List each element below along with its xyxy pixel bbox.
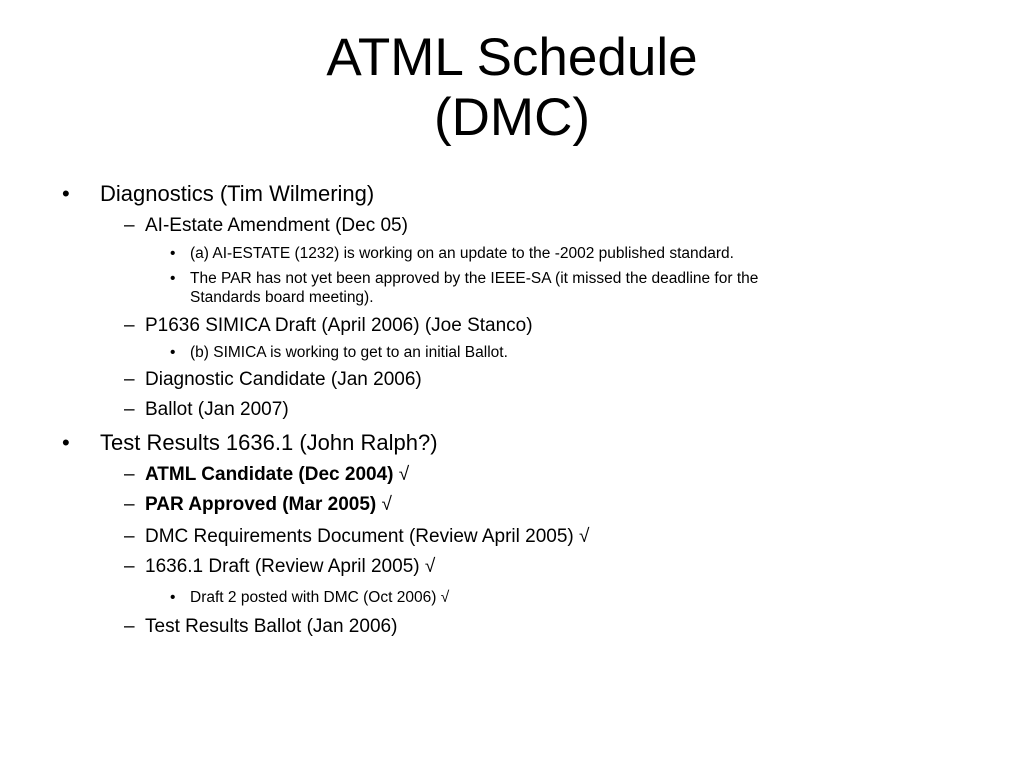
bullet-icon: • [170, 589, 176, 606]
dash-icon: – [124, 399, 135, 420]
check-icon: √ [381, 494, 392, 515]
slide-title-line-2: (DMC) [434, 88, 590, 147]
list-item-level-2: Test Results Ballot (Jan 2006) [145, 616, 398, 637]
list-item-level-2 [145, 463, 409, 487]
list-item-level-2: AI-Estate Amendment (Dec 05) [145, 215, 408, 236]
dash-icon: – [124, 494, 135, 515]
list-item-level-1: Test Results 1636.1 (John Ralph?) [100, 430, 438, 455]
bullet-icon: • [62, 181, 70, 206]
dash-icon: – [124, 215, 135, 236]
dash-icon: – [124, 369, 135, 390]
list-item-level-3: (b) SIMICA is working to get to an initial Ballot. [190, 344, 508, 361]
list-item-level-3: The PAR has not yet been approved by the IEEE-SA (it missed the deadline for the [190, 270, 759, 287]
list-item-text: DMC Requirements Document (Review April 2005) [145, 526, 574, 547]
list-item-level-2: Ballot (Jan 2007) [145, 399, 289, 420]
dash-icon: – [124, 556, 135, 577]
slide-title [0, 28, 1024, 148]
bullet-icon: • [62, 430, 70, 455]
bullet-icon: • [170, 270, 176, 287]
list-item-level-3-continuation: Standards board meeting). [190, 289, 374, 306]
check-icon: √ [398, 464, 410, 485]
list-item-text: ATML Candidate (Dec 2004) [145, 464, 394, 485]
list-item-level-2 [145, 525, 589, 549]
list-item-level-1: Diagnostics (Tim Wilmering) [100, 181, 375, 206]
list-item-level-3: (a) AI-ESTATE (1232) is working on an update to the -2002 published standard. [190, 245, 734, 262]
list-item-text: 1636.1 Draft (Review April 2005) [145, 556, 420, 577]
list-item-level-2: P1636 SIMICA Draft (April 2006) (Joe Stanco) [145, 315, 533, 336]
list-item-level-2 [145, 555, 435, 579]
list-item-text: Draft 2 posted with DMC (Oct 2006) [190, 589, 437, 606]
bullet-icon: • [170, 245, 176, 262]
check-icon: √ [424, 556, 436, 577]
dash-icon: – [124, 526, 135, 547]
dash-icon: – [124, 616, 135, 637]
bullet-icon: • [170, 344, 176, 361]
list-item-text: PAR Approved (Mar 2005) [145, 494, 377, 515]
dash-icon: – [124, 464, 135, 485]
list-item-level-2: Diagnostic Candidate (Jan 2006) [145, 369, 422, 390]
check-icon: √ [579, 526, 590, 547]
slide-title-line-1: ATML Schedule [326, 28, 698, 87]
list-item-level-3 [190, 588, 449, 607]
list-item-level-2 [145, 493, 392, 517]
check-icon: √ [440, 589, 450, 606]
dash-icon: – [124, 315, 135, 336]
